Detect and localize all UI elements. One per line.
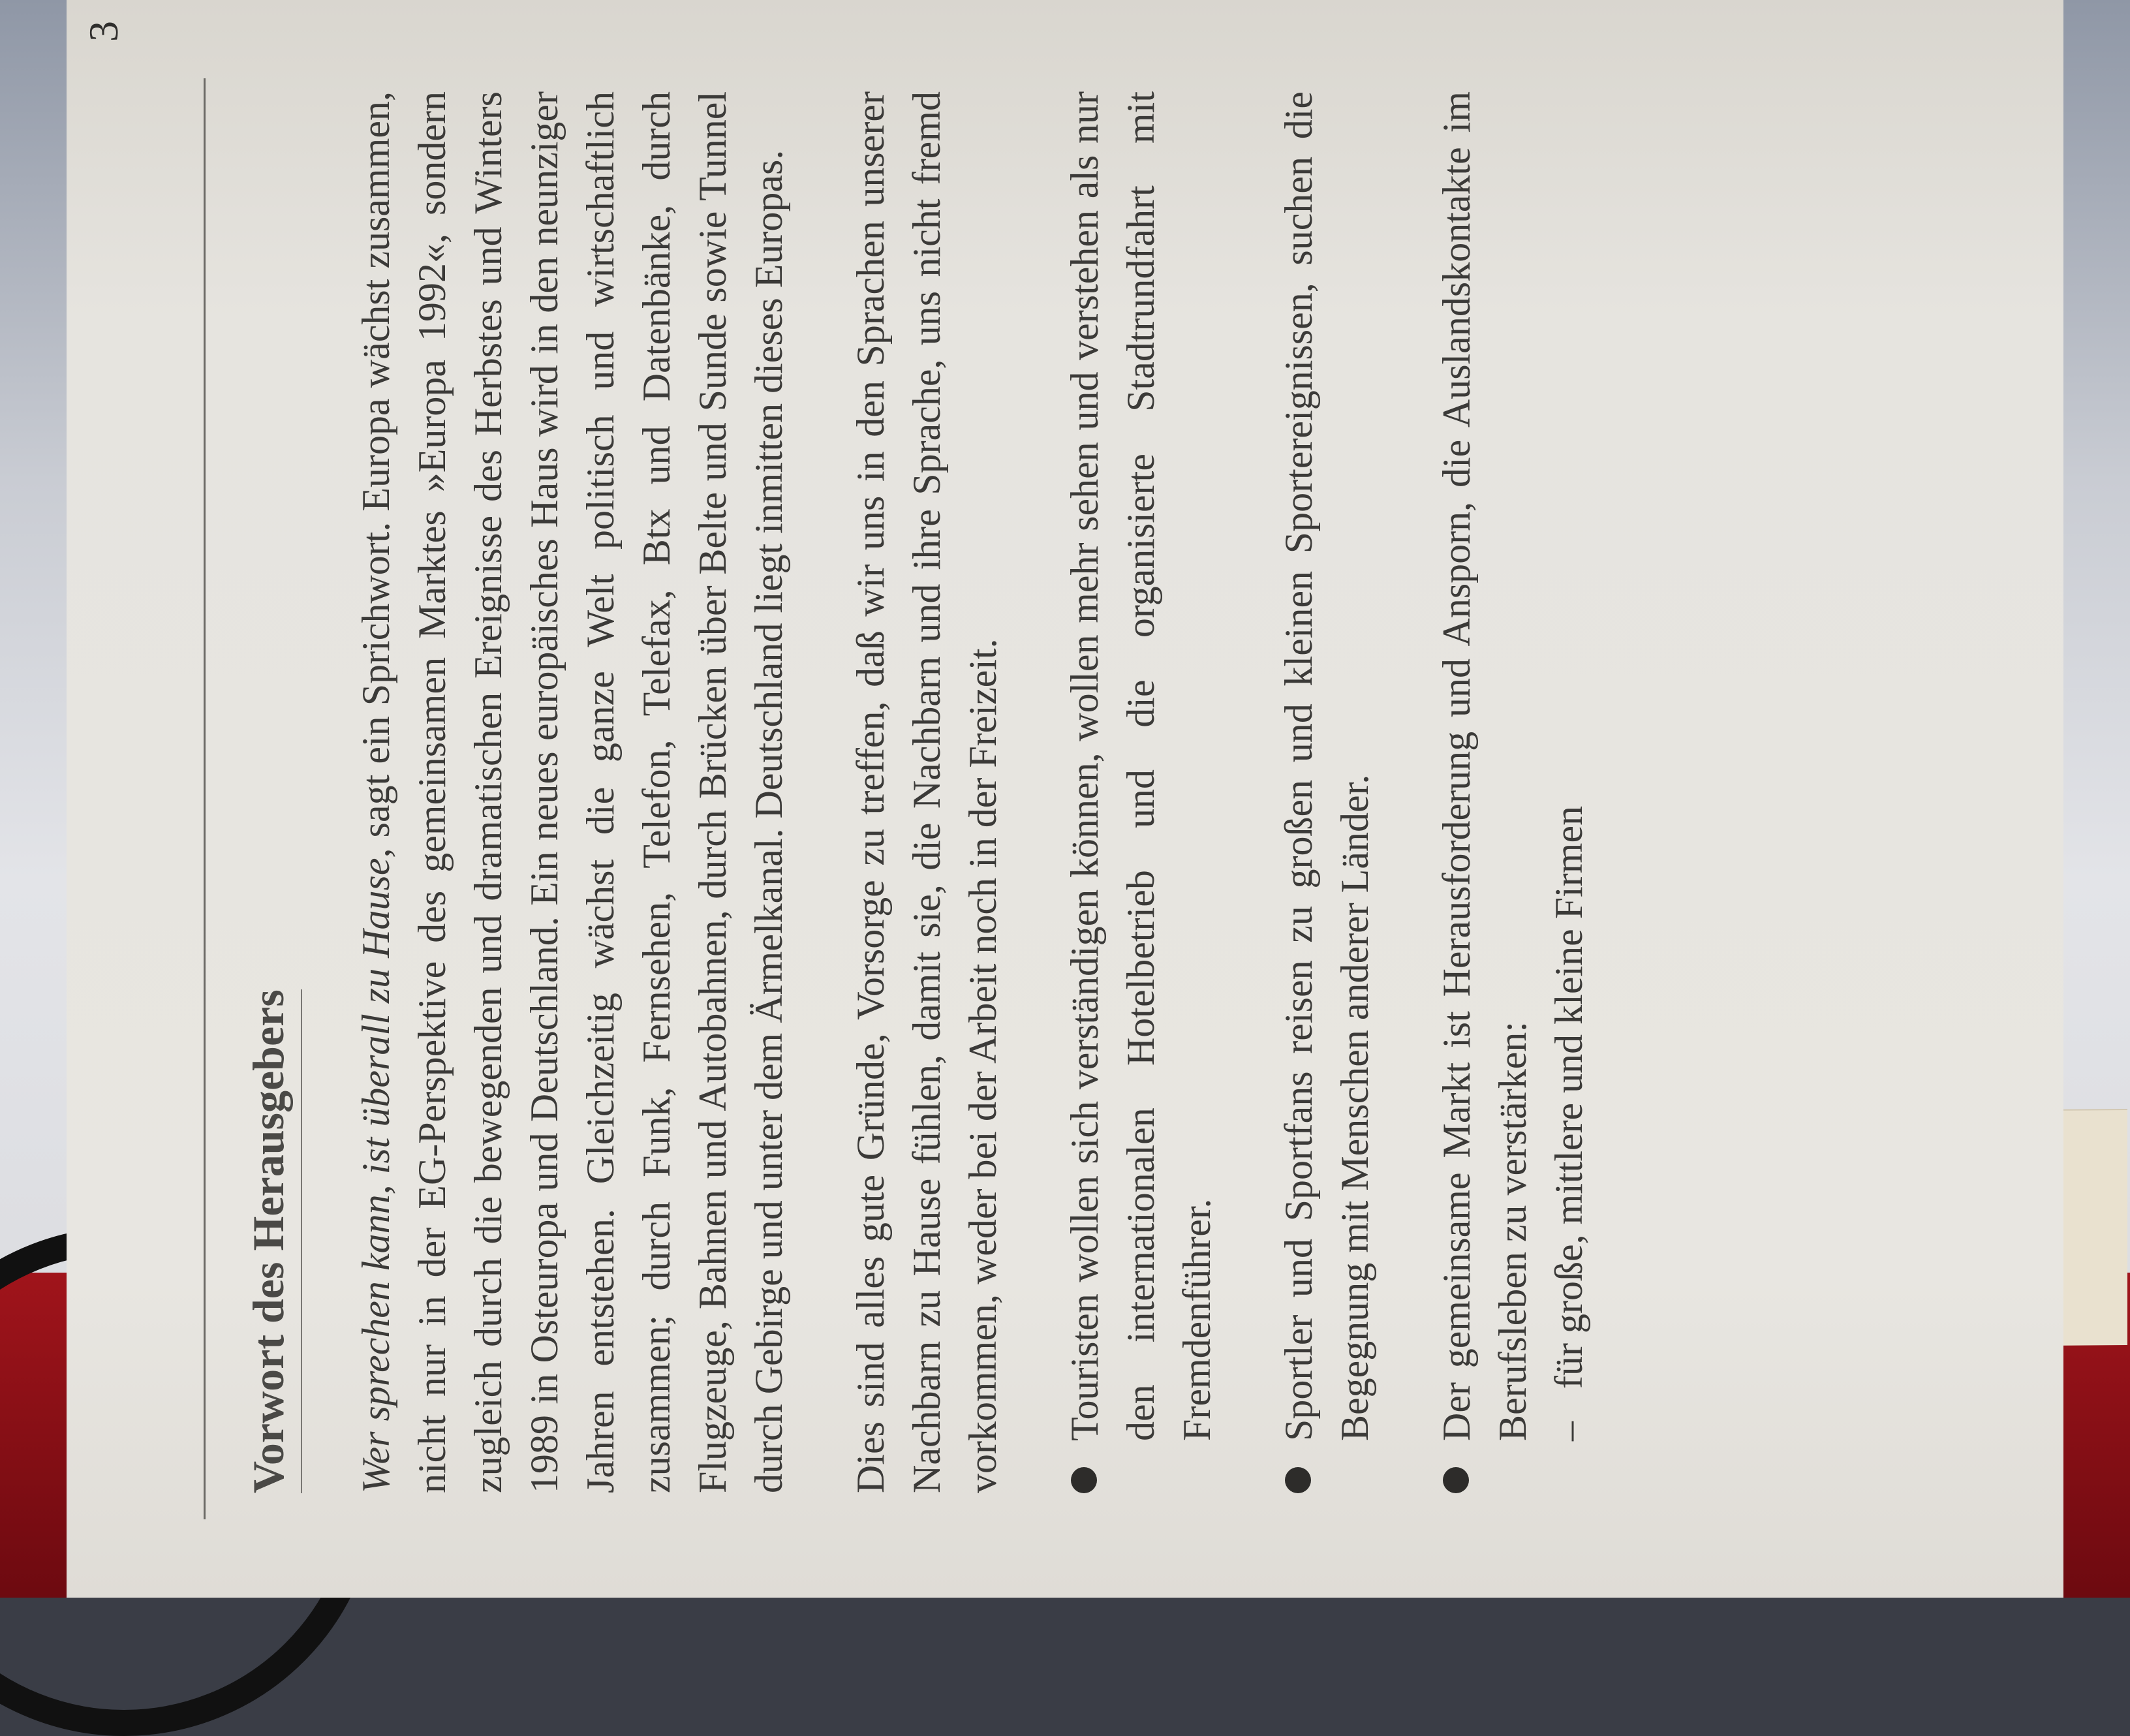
- dash-icon: –: [1547, 1421, 1590, 1441]
- page-number: 3: [80, 21, 127, 42]
- intro-paragraph: [348, 91, 797, 1493]
- bullet-text: Touristen wollen sich verständigen können, wollen mehr sehen und verstehen als nur den internationalen Hotelbetrieb und die organisierte Stadtrundfahrt mit Fremdenführer.: [1063, 91, 1218, 1441]
- sub-list: [1541, 91, 1597, 1441]
- bullet-icon: [1071, 1467, 1097, 1493]
- page-content: [243, 91, 1643, 1493]
- bullet-text: Der gemeinsame Markt ist Herausforderung und Ansporn, die Auslandskontakte im Berufsleben zu verstärken:: [1435, 91, 1534, 1441]
- second-paragraph: Dies sind alles gute Gründe, Vorsorge zu treffen, daß wir uns in den Sprachen unserer Nachbarn zu Hause fühlen, damit sie, die Nachbarn und ihre Sprache, uns nicht fremd vorkommen, weder bei der Arbeit noch in der Freizeit.: [849, 91, 1004, 1493]
- bullet-icon: [1285, 1467, 1311, 1493]
- bullet-text: Sportler und Sportfans reisen zu großen und kleinen Sportereignissen, suchen die Begegnung mit Menschen anderer Länder.: [1277, 91, 1376, 1441]
- page-title: Vorwort des Herausgebers: [243, 989, 302, 1493]
- header-rule: [204, 78, 206, 1519]
- list-item: [1057, 91, 1225, 1493]
- bullet-list: [1057, 91, 1597, 1493]
- list-item: [1271, 91, 1383, 1493]
- bullet-icon: [1443, 1467, 1469, 1493]
- book-page: [67, 0, 2063, 1598]
- sub-list-item: [1541, 91, 1597, 1441]
- intro-text: sagt ein Sprichwort. Europa wächst zusammen, nicht nur in der EG-Perspektive des gemeinsamen Marktes »Europa 1992«, sondern zugleich durch die bewegenden und dramatischen Ereignisse des Herbstes und Winters 1989 in Osteuropa und Deutschland. Ein neues europäisches Haus wird in den neunziger Jahren entstehen. Gleichzeitig wächst die ganze Welt politisch und wirtschaftlich zusammen; durch Funk, Fernsehen, Telefon, Telefax, Btx und Datenbänke, durch Flugzeuge, Bahnen und Autobahnen, durch Brücken über Belte und Sunde sowie Tunnel durch Gebirge und unter dem Ärmelkanal. Deutschland liegt inmitten dieses Europas.: [354, 91, 790, 1493]
- intro-quote: Wer sprechen kann, ist überall zu Hause,: [354, 848, 397, 1493]
- sub-item-text: für große, mittlere und kleine Firmen: [1547, 805, 1590, 1389]
- list-item: [1428, 91, 1597, 1493]
